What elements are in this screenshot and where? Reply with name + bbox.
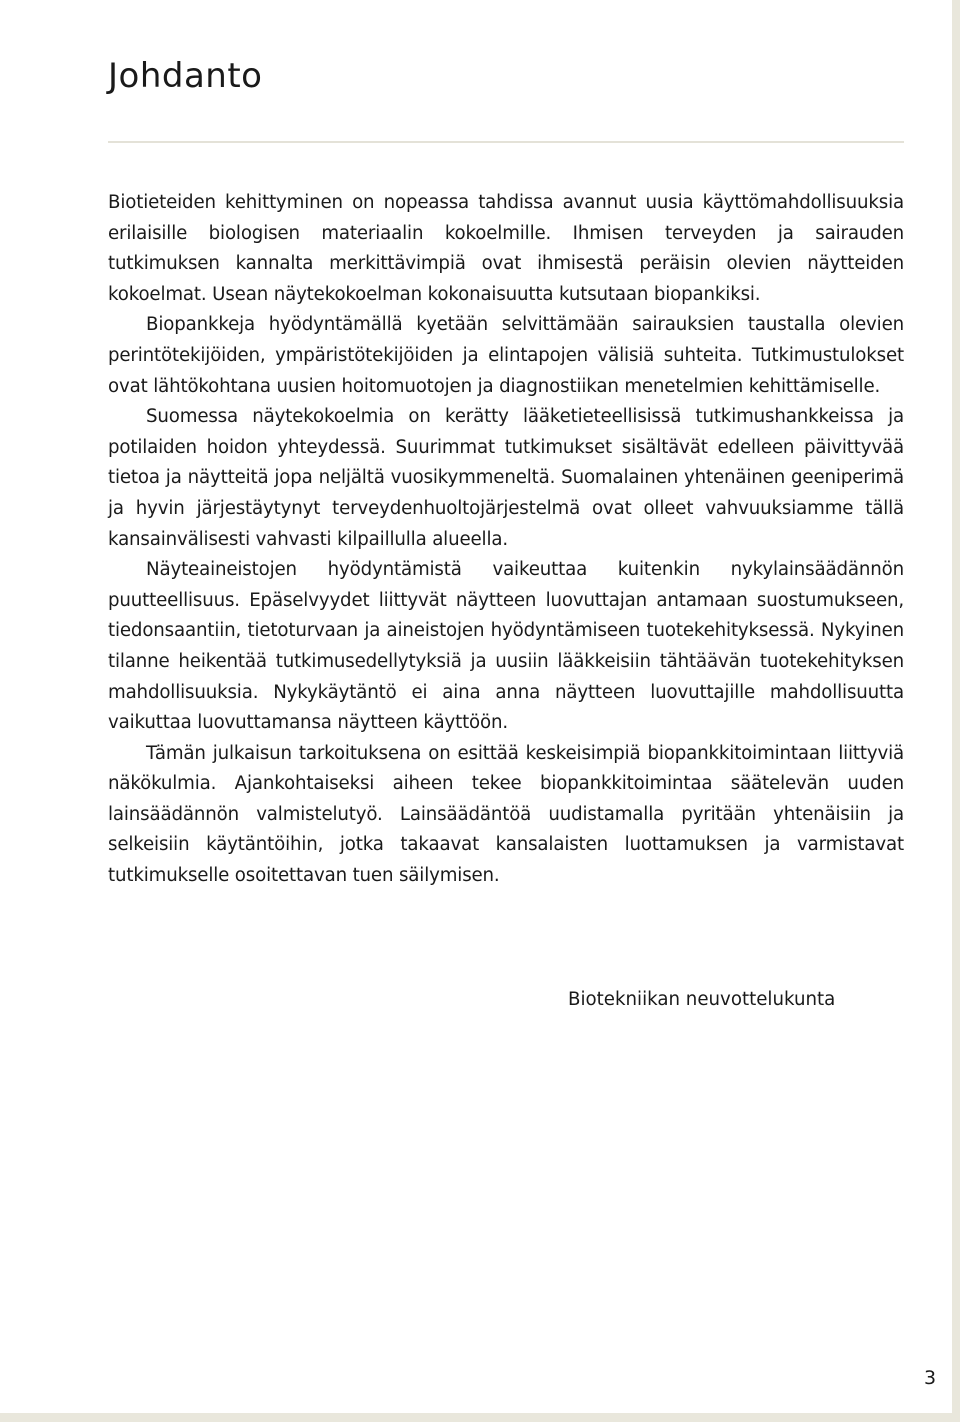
- body-text: [108, 188, 904, 892]
- paragraph-biobank-use: Biopankkeja hyödyntämällä kyetään selvittämään sairauksien taustalla olevien perintötekijöiden, ympäristötekijöiden ja elintapojen välisiä suhteita. Tutkimustulokset ovat lähtökohtana uusien hoitomuotojen ja diagnostiikan menetelmien kehittämiselle.: [108, 314, 904, 397]
- paragraph-intro: Biotieteiden kehittyminen on nopeassa tahdissa avannut uusia käyttömahdollisuuksia erilaisille biologisen materiaalin kokoelmille. Ihmisen terveyden ja sairauden tutkimuksen kannalta merkittävimpiä ovat ihmisestä peräisin olevien näytteiden kokoelmat. Usean näytekokoelman kokonaisuutta kutsutaan biopankiksi.: [108, 192, 904, 305]
- page-edge-strip-bottom: [0, 1413, 960, 1422]
- page-edge-strip-right: [952, 0, 960, 1422]
- paragraph-finland-collections: Suomessa näytekokoelmia on kerätty lääketieteellisissä tutkimushankkeissa ja potilaiden hoidon yhteydessä. Suurimmat tutkimukset sisältävät edelleen päivittyvää tietoa ja näytteitä jopa neljältä vuosikymmeneltä. Suomalainen yhtenäinen geeniperimä ja hyvin järjestäytynyt terveydenhuoltojärjestelmä ovat olleet vahvuuksiamme tällä kansainvälisesti vahvasti kilpaillulla alueella.: [108, 406, 904, 550]
- paragraph-publication-purpose: Tämän julkaisun tarkoituksena on esittää keskeisimpiä biopankkitoimintaan liittyviä näkökulmia. Ajankohtaiseksi aiheen tekee biopankkitoimintaa säätelevän uuden lainsäädännön valmistelutyö. Lainsäädäntöä uudistamalla pyritään yhtenäisiin ja selkeisiin käytäntöihin, jotka takaavat kansalaisten luottamuksen ja varmistavat tutkimukselle osoitettavan tuen säilymisen.: [108, 742, 904, 887]
- signature: Biotekniikan neuvottelukunta: [568, 989, 836, 1010]
- paragraph-legislation-issues: Näyteaineistojen hyödyntämistä vaikeuttaa kuitenkin nykylainsäädännön puutteellisuus. Epäselvyydet liittyvät näytteen luovuttajan antamaan suostumukseen, tiedonsaantiin, tietoturvaan ja aineistojen hyödyntämiseen tuotekehityksessä. Nykyinen tilanne heikentää tutkimusedellytyksiä ja uusiin lääkkeisiin tähtäävän tuotekehityksen mahdollisuuksia. Nykykäytäntö ei aina anna näytteen luovuttajille mahdollisuutta vaikuttaa luovuttamansa näytteen käyttöön.: [108, 559, 904, 734]
- title-divider: [108, 141, 904, 143]
- page-title: Johdanto: [108, 56, 263, 96]
- page-number: 3: [924, 1367, 937, 1389]
